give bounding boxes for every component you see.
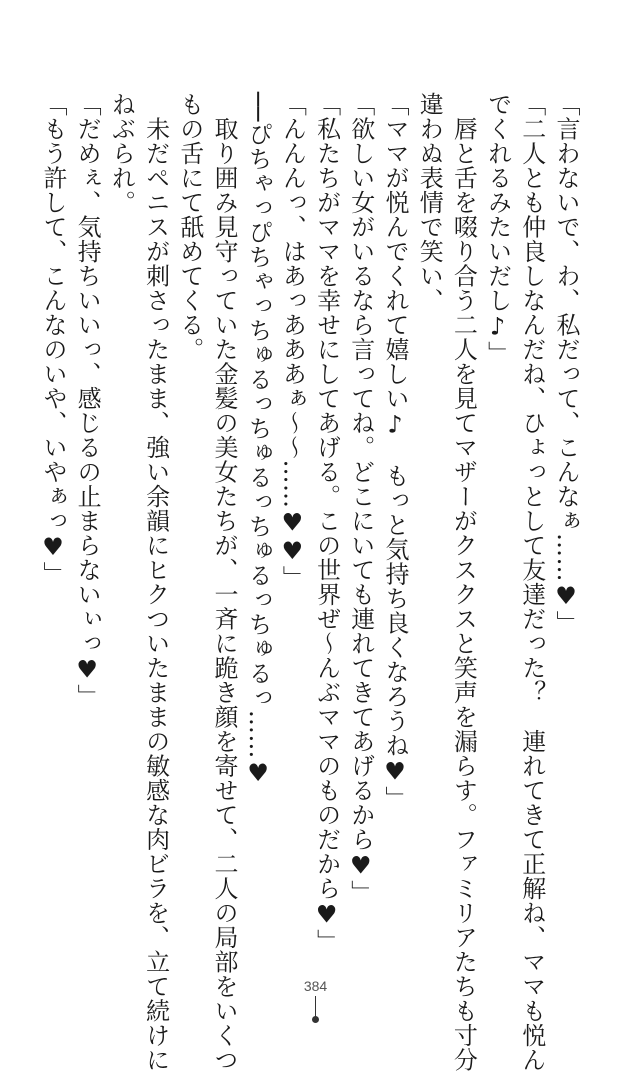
text-line: ──ぴちゃっぴちゃっちゅるっちゅるっちゅるっちゅるっ……♥	[244, 92, 273, 788]
text-line: 「んんんっ、はあっあああぁ〜〜……♥♥」	[278, 92, 307, 590]
page-number-rule-dot	[312, 1016, 319, 1023]
text-line: でくれるみたいだし♪」	[483, 92, 512, 366]
text-line: もの舌にて舐めてくる。	[175, 92, 204, 362]
text-line: 唇と舌を啜り合う二人を見てマザーがクスクスと笑声を漏らす。ファミリアたちも寸分	[449, 92, 478, 1072]
page-number: 384	[303, 978, 328, 994]
text-line: ねぶられ。	[107, 92, 136, 215]
text-line: 未だペニスが刺さったまま、強い余韻にヒクついたままの敏感な肉ビラを、立て続けに	[141, 92, 170, 1072]
text-line: 「もう許して、こんなのいや、いやぁっ♥」	[38, 92, 67, 586]
text-line: 「だめぇ、気持ちいいっ、感じるの止まらないぃっ♥」	[73, 92, 102, 709]
text-line: 「ママが悦んでくれて嬉しい♪ もっと気持ち良くなろうね♥」	[380, 92, 409, 811]
text-line: 「欲しい女がいるなら言ってね。どこにいても連れてきてあげるから♥」	[346, 92, 375, 905]
text-line: 取り囲み見守っていた金髪の美女たちが、一斉に跪き顔を寄せて、二人の局部をいくつ	[209, 92, 238, 1072]
text-line: 違わぬ表情で笑い、	[415, 92, 444, 313]
text-line: 「二人とも仲良しなんだね、ひょっとして友達だった？ 連れてきて正解ね、ママも悦ん	[517, 92, 546, 1072]
page-number-rule	[315, 996, 316, 1018]
text-line: 「私たちがママを幸せにしてあげる。この世界ぜ〜んぶママのものだから♥」	[312, 92, 341, 954]
text-line: 「言わないで、わ、私だって、こんなぁ……♥」	[552, 92, 580, 635]
